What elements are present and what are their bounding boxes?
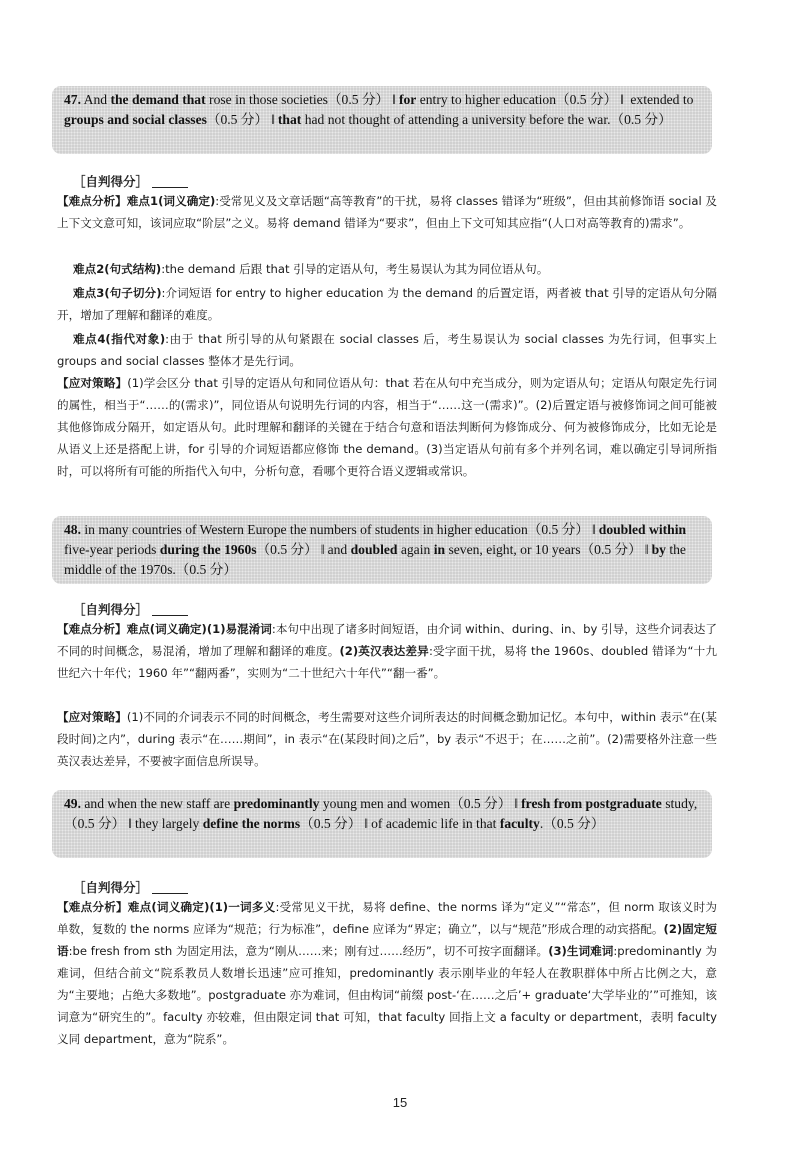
self-score-49: ［自判得分］: [73, 878, 188, 896]
score-blank[interactable]: [152, 187, 188, 188]
self-score-48: ［自判得分］: [73, 600, 188, 618]
score-blank[interactable]: [152, 893, 188, 894]
question-number: 48.: [64, 522, 81, 537]
score-note: （0.5 分）: [327, 92, 390, 107]
score-note: （0.5 分）: [556, 92, 618, 107]
question-number: 47.: [64, 92, 81, 107]
analysis-47-p1: 【难点分析】难点1(词义确定):受常见义及文章话题“高等教育”的干扰，易将 classes 错译为“班级”，但由其前修饰语 social 及上下文文意可知，该词应取“阶层”之义。易将 demand 错译为“要求”，但由上下文可知其应指“(人口对高等教育的)需求”。: [57, 194, 718, 230]
analysis-49-p1: 【难点分析】难点(词义确定)(1)一词多义:受常见义干扰，易将 define、the norms 译为“定义”“常态”，但 norm 取该义时为单数，复数的 the norms 应译为“规范；行为标准”，define 应译为“界定；确立”，以与“规范”形成合理的动宾搭配。(2)固定短语:be fresh from sth 为固定用法，意为“刚从……来；刚有过……经历”，切不可按字面翻译。(3)生词难词:predominantly 为难词，但结合前文“院系教员人数增长迅速”应可推知，predominantly 表示刚毕业的年轻人在教职群体中所占比例之大，意为“主要地；占绝大多数地”。postgraduate 亦为难词，但由构词“前缀 post-‘在……之后’+ graduate‘大学毕业的’”可推知，该词意为“研究生的”。faculty 亦较难，但由限定词 that 可知，that faculty 回指上文 a faculty or department，表明 faculty 义同 department，意为“院系”。: [57, 900, 717, 1046]
score-note: （0.5 分）: [300, 816, 362, 831]
page-number: 15: [392, 1095, 408, 1110]
sentence-box-47: 47. And the demand that rose in those societies（0.5 分） ‖ for entry to higher education（0.5 分） ‖ extended to groups and social classes（0.5 分） ‖ that had not thought of attending a university before the war.（0.5 分）: [52, 86, 712, 154]
score-note: （0.5 分）: [610, 112, 672, 127]
analysis-47-p2: 难点2(句式结构):the demand 后跟 that 引导的定语从句，考生易误认为其为同位语从句。: [73, 262, 549, 276]
score-note: （0.5 分）: [527, 522, 589, 537]
score-note: （0.5 分）: [175, 562, 237, 577]
sentence-box-49: 49. and when the new staff are predominantly young men and women（0.5 分） ‖ fresh from postgraduate study,（0.5 分） ‖ they largely define the norms（0.5 分） ‖ of academic life in that faculty.（0.5 分）: [52, 790, 712, 858]
self-score-47: ［自判得分］: [73, 172, 188, 190]
score-note: （0.5 分）: [256, 542, 318, 557]
analysis-48-p1: 【难点分析】难点(词义确定)(1)易混淆词:本句中出现了诸多时间短语，由介词 within、during、in、by 引导，这些介词表达了不同的时间概念，易混淆，增加了理解和翻译的难度。(2)英汉表达差异:受字面干扰，易将 the 1960s、doubled 错译为“十九世纪六十年代；1960 年”“翻两番”，实则为“二十世纪六十年代”“翻一番”。: [57, 622, 717, 680]
sentence-box-48: 48. in many countries of Western Europe the numbers of students in higher education（0.5 分） ‖ doubled within five-year periods during the 1960s（0.5 分） ‖ and doubled again in seven, eight, or 10 years（0.5 分） ‖ by the middle of the 1970s.（0.5 分）: [52, 516, 712, 584]
analysis-47-p3: 难点3(句子切分):介词短语 for entry to higher education 为 the demand 的后置定语，两者被 that 引导的定语从句分隔开，增加了理解和翻译的难度。: [57, 286, 717, 322]
score-note: （0.5 分）: [450, 796, 512, 811]
score-note: （0.5 分）: [64, 816, 126, 831]
question-number: 49.: [64, 796, 81, 811]
analysis-47-p4: 难点4(指代对象):由于 that 所引导的从句紧跟在 social classes 后，考生易误认为 social classes 为先行词，但事实上 groups and social classes 整体才是先行词。: [57, 332, 717, 368]
score-note: （0.5 分）: [543, 816, 605, 831]
strategy-47: 【应对策略】(1)学会区分 that 引导的定语从句和同位语从句：that 若在从句中充当成分，则为定语从句；定语从句限定先行词的属性，相当于“……的(需求)”，同位语从句说明先行词的内容，相当于“……这一(需求)”。(2)后置定语与被修饰词之间可能被其他修饰成分隔开，如定语从句。此时理解和翻译的关键在于结合句意和语法判断何为修饰成分、何为被修饰成分，比如无论是从语义上还是搭配上讲，for 引导的介词短语都应修饰 the demand。(3)当定语从句前有多个并列名词，难以确定引导词所指时，可以将所有可能的所指代入句中，分析句意，看哪个更符合语义逻辑或常识。: [57, 376, 717, 478]
score-blank[interactable]: [152, 615, 188, 616]
score-note: （0.5 分）: [580, 542, 642, 557]
score-note: （0.5 分）: [206, 112, 269, 127]
strategy-48: 【应对策略】(1)不同的介词表示不同的时间概念，考生需要对这些介词所表达的时间概念勤加记忆。本句中，within 表示“在(某段时间)之内”，during 表示“在……期间”，in 表示“在(某段时间)之后”，by 表示“不迟于；在……之前”。(2)需要格外注意一些英汉表达差异，不要被字面信息所误导。: [57, 710, 717, 768]
divider: ‖: [392, 92, 396, 107]
